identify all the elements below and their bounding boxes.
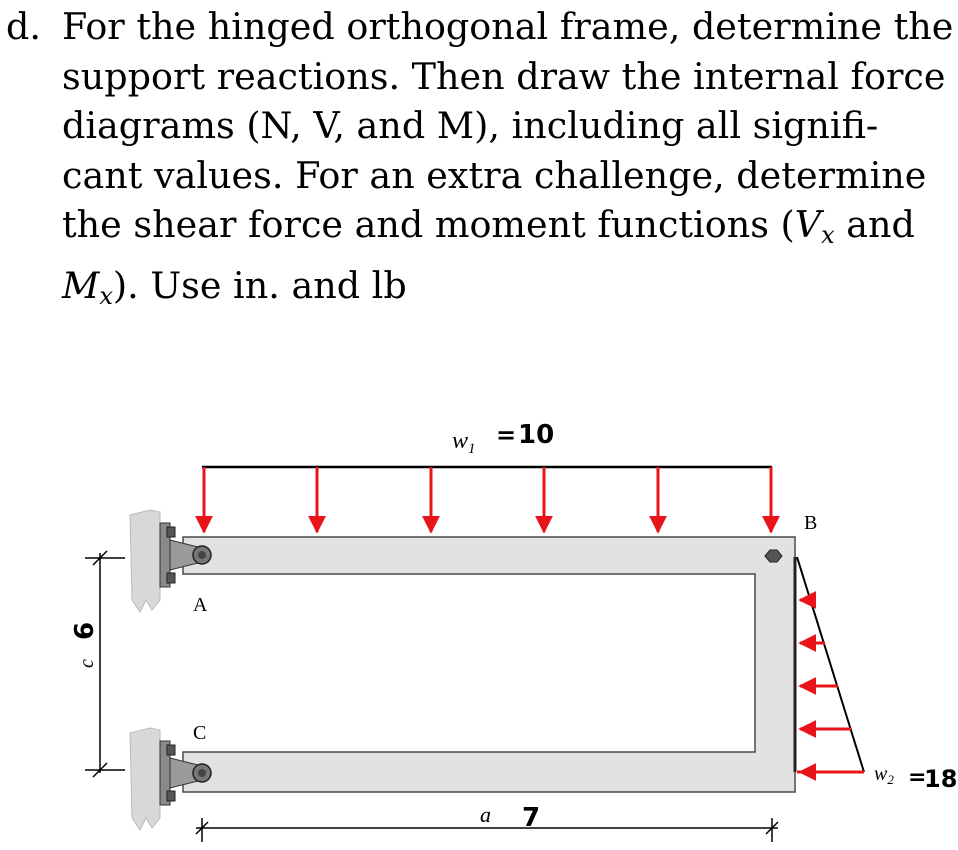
dim-c-value: 6 [70, 621, 100, 640]
moment-subscript: x [99, 281, 113, 310]
frame-members [183, 537, 795, 792]
bolt-c-bottom [167, 791, 175, 801]
w2-load-line [797, 557, 864, 772]
w1-value: 10 [518, 420, 555, 450]
label-a: A [193, 594, 208, 616]
shear-symbol: V [794, 203, 822, 246]
problem-marker: d. [6, 5, 41, 48]
bolt-a-bottom [167, 573, 175, 583]
dim-a-value: 7 [522, 803, 541, 833]
w1-equals: = [496, 421, 517, 449]
problem-line-1-text: For the hinged orthogonal frame, determine the [62, 5, 954, 48]
bolt-a-top [167, 527, 175, 537]
problem-line-5-text: the shear force and moment functions ( [62, 203, 795, 246]
problem-line-2: support reactions. Then draw the internal force [62, 54, 946, 98]
problem-line-3: diagrams (N, V, and M), including all signifi- [62, 104, 879, 147]
problem-line-4: cant values. For an extra challenge, determine [62, 153, 927, 197]
dimension-a [196, 802, 778, 842]
pin-c-center [198, 769, 206, 777]
w1-label: $w_1$ [452, 428, 476, 457]
c-shaped-frame [183, 537, 795, 792]
w2-distributed-load [797, 557, 957, 793]
wall-c [130, 728, 160, 830]
label-b: B [804, 512, 818, 534]
wall-a [130, 510, 160, 612]
problem-line-6-end: ). Use in. and lb [112, 263, 407, 307]
dim-c-label: c [76, 659, 98, 668]
bolt-c-top [167, 745, 175, 755]
w2-label: $w_2$ [874, 763, 894, 787]
pin-a-center [198, 551, 206, 559]
w1-distributed-load [202, 420, 772, 532]
dimension-c [70, 551, 125, 777]
w2-value: 18 [924, 765, 958, 793]
w2-equals: = [908, 765, 927, 790]
moment-symbol: M [62, 263, 100, 307]
problem-line-5-end: and [834, 203, 915, 246]
label-c: C [193, 722, 207, 744]
shear-subscript: x [821, 221, 835, 249]
dim-a-label: a [480, 802, 491, 827]
